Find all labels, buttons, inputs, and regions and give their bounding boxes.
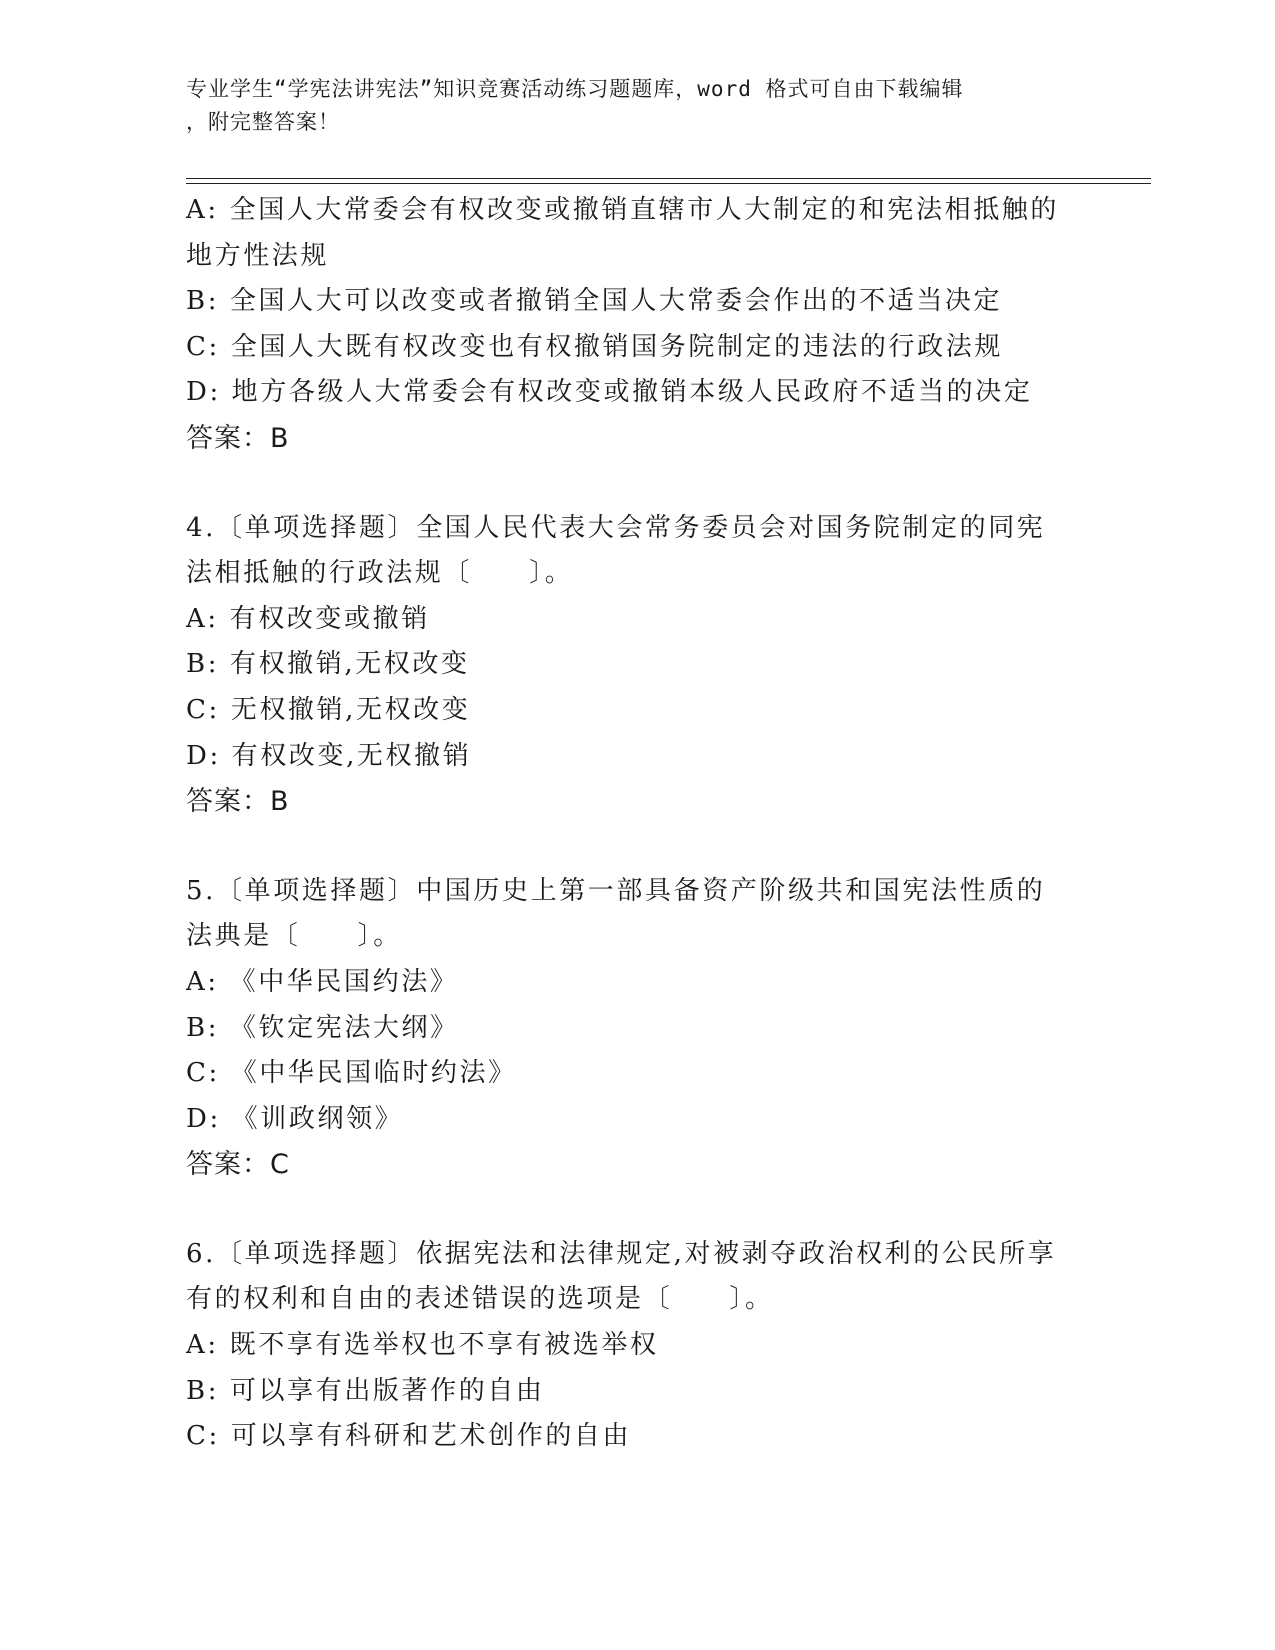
option-b: B: 《钦定宪法大纲》 (186, 1012, 459, 1043)
header-divider-top (186, 178, 1151, 179)
option-c: C: 可以享有科研和艺术创作的自由 (186, 1421, 632, 1452)
option-d: D: 地方各级人大常委会有权改变或撤销本级人民政府不适当的决定 (186, 377, 1033, 408)
answer-label: 答案：C (186, 1149, 290, 1181)
header-line-2: ，附完整答案！ (186, 110, 340, 134)
question-stem-line-1: 6.〔单项选择题〕依据宪法和法律规定,对被剥夺政治权利的公民所享 (186, 1238, 1057, 1269)
block-spacer (186, 462, 1086, 506)
answer-label: 答案：B (186, 786, 290, 818)
question-block-5 (186, 869, 1086, 1188)
option-b: B: 可以享有出版著作的自由 (186, 1375, 545, 1406)
option-a: A: 《中华民国约法》 (186, 966, 459, 997)
option-b: B: 全国人大可以改变或者撤销全国人大常委会作出的不适当决定 (186, 286, 1003, 317)
question-list (186, 188, 1086, 1460)
header-divider-bottom (186, 183, 1151, 184)
block-spacer (186, 825, 1086, 869)
question-stem-line-1: 5.〔单项选择题〕中国历史上第一部具备资产阶级共和国宪法性质的 (186, 875, 1046, 906)
document-header (186, 73, 1066, 139)
header-line-1: 专业学生“学宪法讲宪法”知识竞赛活动练习题题库，word 格式可自由下载编辑 (186, 77, 964, 101)
answer-label: 答案：B (186, 422, 290, 454)
option-c: C: 全国人大既有权改变也有权撤销国务院制定的违法的行政法规 (186, 331, 1003, 362)
question-stem-line-2: 有的权利和自由的表述错误的选项是〔 〕。 (186, 1284, 774, 1315)
option-a-line-1: A: 全国人大常委会有权改变或撤销直辖市人大制定的和宪法相抵触的 (186, 195, 1060, 225)
option-c: C: 《中华民国临时约法》 (186, 1058, 517, 1089)
option-d: D: 有权改变,无权撤销 (186, 740, 472, 771)
question-block-4 (186, 506, 1086, 825)
question-stem-line-2: 法相抵触的行政法规〔 〕。 (186, 558, 574, 589)
block-spacer (186, 1188, 1086, 1232)
option-b: B: 有权撤销,无权改变 (186, 649, 470, 680)
question-stem-line-2: 法典是〔 〕。 (186, 921, 402, 952)
question-block-3 (186, 188, 1086, 462)
option-c: C: 无权撤销,无权改变 (186, 694, 471, 725)
question-block-6 (186, 1232, 1086, 1460)
option-d: D: 《训政纲领》 (186, 1103, 404, 1134)
option-a: A: 有权改变或撤销 (186, 603, 430, 634)
option-a: A: 既不享有选举权也不享有被选举权 (186, 1330, 659, 1361)
option-a-line-2: 地方性法规 (186, 240, 330, 271)
question-stem-line-1: 4.〔单项选择题〕全国人民代表大会常务委员会对国务院制定的同宪 (186, 512, 1046, 543)
